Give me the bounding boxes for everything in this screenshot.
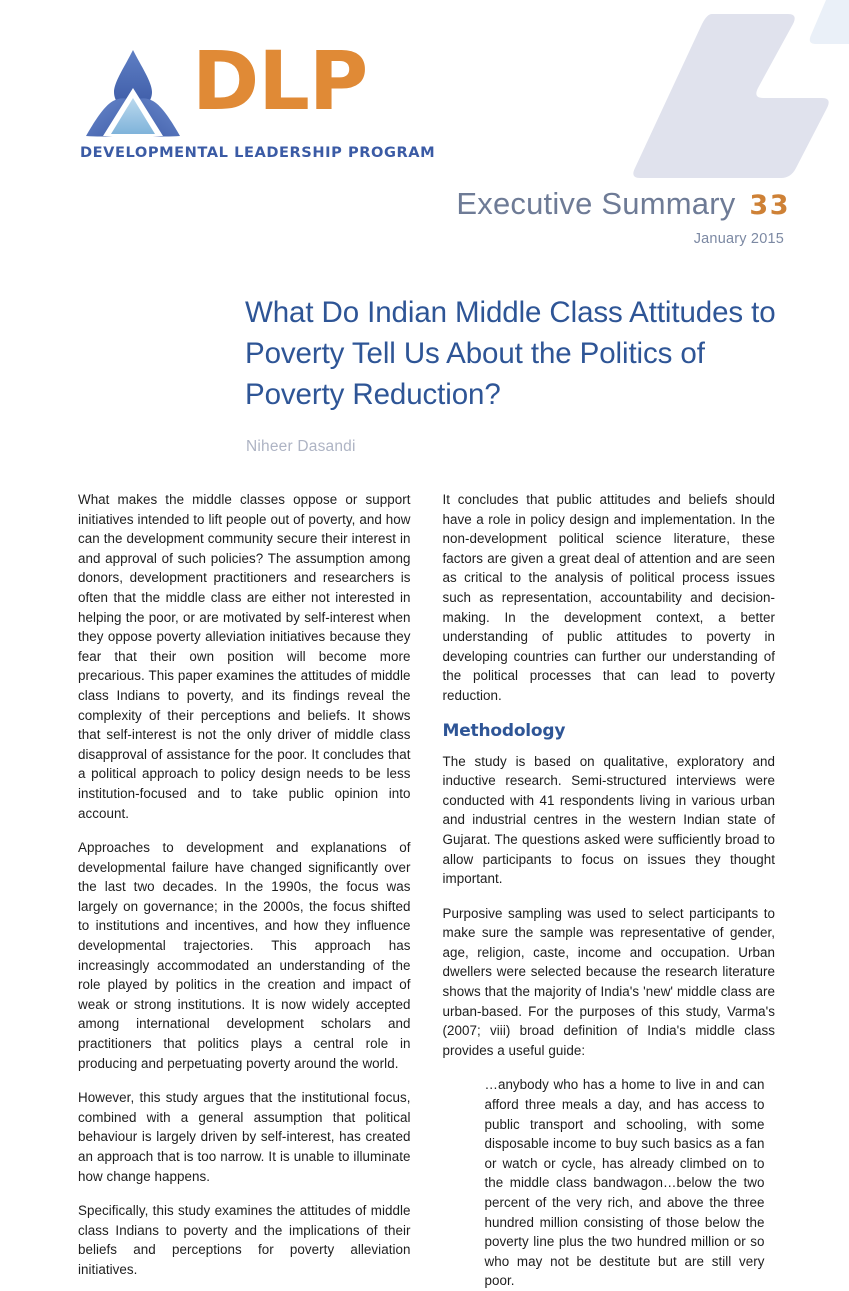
- paragraph: Approaches to development and explanations of developmental failure have changed significantly over the last two decades. In the 1990s, the focus was largely on governance; in the 2000s, the focus shifted to institutions and incentives, and how they influence developmental trajectories. This approach has increasingly accommodated an understanding of the role played by politics in the creation and impact of weak or strong institutions. It is now widely accepted among international development scholars and practitioners that politics plays a central role in producing and perpetuating poverty around the world.: [78, 840, 411, 1071]
- paragraph: The study is based on qualitative, exploratory and inductive research. Semi-structured interviews were conducted with 41 respondents living in various urban and industrial centres in the western Indian state of Gujarat. The questions asked were sufficiently broad to allow participants to focus on issues they thought important.: [442, 753, 775, 887]
- series-title: Executive Summary: [456, 186, 736, 221]
- paragraph: Specifically, this study examines the attitudes of middle class Indians to poverty and the implications of their beliefs and perceptions for poverty alleviation initiatives.: [78, 1203, 411, 1277]
- paragraph: However, this study argues that the institutional focus, combined with a general assumption that political behaviour is largely driven by self-interest, has created an approach that is too narrow. It is unable to illuminate how change happens.: [78, 1090, 411, 1184]
- corner-mark-main-shape: [633, 14, 828, 178]
- series-header: [456, 186, 790, 222]
- corner-mark-accent-shape: [810, 0, 849, 44]
- left-column: [78, 490, 411, 1291]
- blockquote-text: …anybody who has a home to live in and can afford three meals a day, and has access to public transport and schooling, with some disposable income to buy such basics as a fan or watch or cycle, has already climbed on to the middle class bandwagon…below the two percent of the very rich, and above the three hundred million consisting of those below the poverty line plus the two hundred million or so who may not be destitute but are still very poor.: [484, 1077, 765, 1289]
- section-heading-methodology: Methodology: [442, 720, 566, 741]
- dlp-triangle-logo-icon: [80, 48, 186, 144]
- decorative-corner-mark: [620, 0, 849, 180]
- page-title: What Do Indian Middle Class Attitudes to Poverty Tell Us About the Politics of Poverty Reduction?: [245, 296, 776, 411]
- logo-wordmark: DLP: [192, 35, 368, 129]
- blockquote: [485, 1075, 765, 1291]
- publication-date: January 2015: [693, 231, 784, 247]
- paragraph: It concludes that public attitudes and beliefs should have a role in policy design and implementation. In the non-development political science literature, these factors are given a great deal of attention and are seen as critical to the analysis of political process issues such as representation, accountability and decision-making. In the development context, a better understanding of public attitudes to poverty in developing countries can further our understanding of the political processes that can lead to poverty reduction.: [442, 492, 775, 703]
- logo-tagline: DEVELOPMENTAL LEADERSHIP PROGRAM: [80, 144, 436, 161]
- paragraph: Purposive sampling was used to select participants to make sure the sample was representative of gender, age, religion, caste, income and occupation. Urban dwellers were selected because the research literature shows that the majority of India's 'new' middle class are urban-based. For the purposes of this study, Varma's (2007; viii) broad definition of India's middle class provides a useful guide:: [442, 905, 775, 1058]
- paragraph: What makes the middle classes oppose or support initiatives intended to lift people out of poverty, and how can the development community secure their interest in and approval of such policies? The assumption among donors, development practitioners and researchers is often that the middle class are either not interested in helping the poor, or are motivated by self-interest when they oppose poverty alleviation initiatives because they fear that their own position will become more precarious. This paper examines the attitudes of middle class Indians to poverty, and its findings reveal the complexity of their perceptions and beliefs. It shows that self-interest is not the only driver of middle class disapproval of assistance for the poor. It concludes that a political approach to policy design needs to be less institution-focused and to take public opinion into account.: [78, 492, 411, 821]
- body-columns: [78, 490, 775, 1291]
- right-column: [443, 490, 776, 1291]
- author-name: Niheer Dasandi: [246, 438, 356, 455]
- issue-number: 33: [749, 190, 790, 221]
- dlp-logo: [80, 35, 480, 166]
